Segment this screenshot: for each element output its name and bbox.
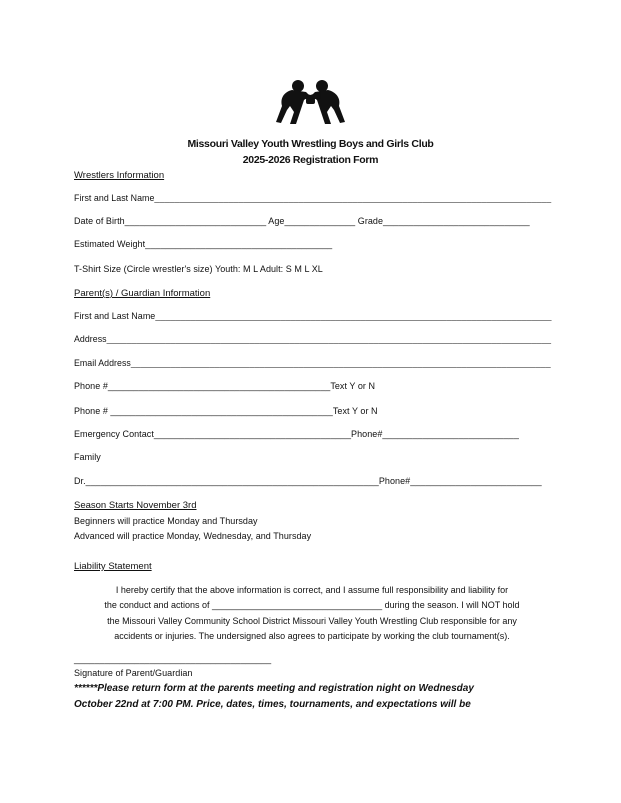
advanced-practice-text: Advanced will practice Monday, Wednesday, and Thursday <box>74 531 312 541</box>
form-title-line1: Missouri Valley Youth Wrestling Boys and Girls Club <box>187 138 434 150</box>
doctor-field[interactable]: Dr.__________________________________________________________Phone#__________________________ <box>74 476 542 486</box>
wrestlers-info-heading: Wrestlers Information <box>74 170 165 181</box>
email-field[interactable]: Email Address_____________________________________________________________________________________ <box>74 358 551 368</box>
parent-name-field[interactable]: First and Last Name_______________________________________________________________________________ <box>74 311 552 321</box>
form-title-line2: 2025-2026 Registration Form <box>242 154 379 166</box>
tshirt-size-field[interactable]: T-Shirt Size (Circle wrestler's size) Youth: M L Adult: S M L XL <box>74 264 323 274</box>
family-field[interactable]: Family <box>74 452 101 462</box>
liability-line4: accidents or injuries. The undersigned also agrees to participate by working the club tournament(s). <box>114 631 510 641</box>
beginners-practice-text: Beginners will practice Monday and Thursday <box>74 516 258 526</box>
parent-info-heading: Parent(s) / Guardian Information <box>74 288 211 299</box>
liability-line1: I hereby certify that the above information is correct, and I assume full responsibility and liability for <box>115 585 509 595</box>
liability-line2: the conduct and actions of __________________________________ during the season. I will NOT hold <box>104 600 520 610</box>
address-field[interactable]: Address__________________________________________________________________________________________ <box>74 334 552 344</box>
phone1-field[interactable]: Phone #____________________________________________Text Y or N <box>74 381 376 391</box>
liability-heading: Liability Statement <box>74 561 152 572</box>
notice-line2: October 22nd at 7:00 PM. Price, dates, times, tournaments, and expectations will be <box>74 699 471 710</box>
wrestler-name-field[interactable]: First and Last Name________________________________________________________________________________ <box>74 193 552 203</box>
wrestlers-logo-icon <box>270 76 352 128</box>
emergency-contact-field[interactable]: Emergency Contact_______________________________________Phone#___________________________ <box>74 429 519 439</box>
wrestler-dob-age-grade-field[interactable]: Date of Birth____________________________ Age______________ Grade_____________________________ <box>74 216 530 226</box>
signature-label: Signature of Parent/Guardian <box>74 668 193 678</box>
signature-line[interactable]: _______________________________________ <box>74 654 272 664</box>
liability-line3: the Missouri Valley Community School District Missouri Valley Youth Wrestling Club responsible for any <box>107 616 517 626</box>
estimated-weight-field[interactable]: Estimated Weight_____________________________________ <box>74 239 333 249</box>
season-heading: Season Starts November 3rd <box>74 500 197 511</box>
notice-line1: ******Please return form at the parents meeting and registration night on Wednesday <box>74 683 474 694</box>
phone2-field[interactable]: Phone # ____________________________________________Text Y or N <box>74 406 378 416</box>
